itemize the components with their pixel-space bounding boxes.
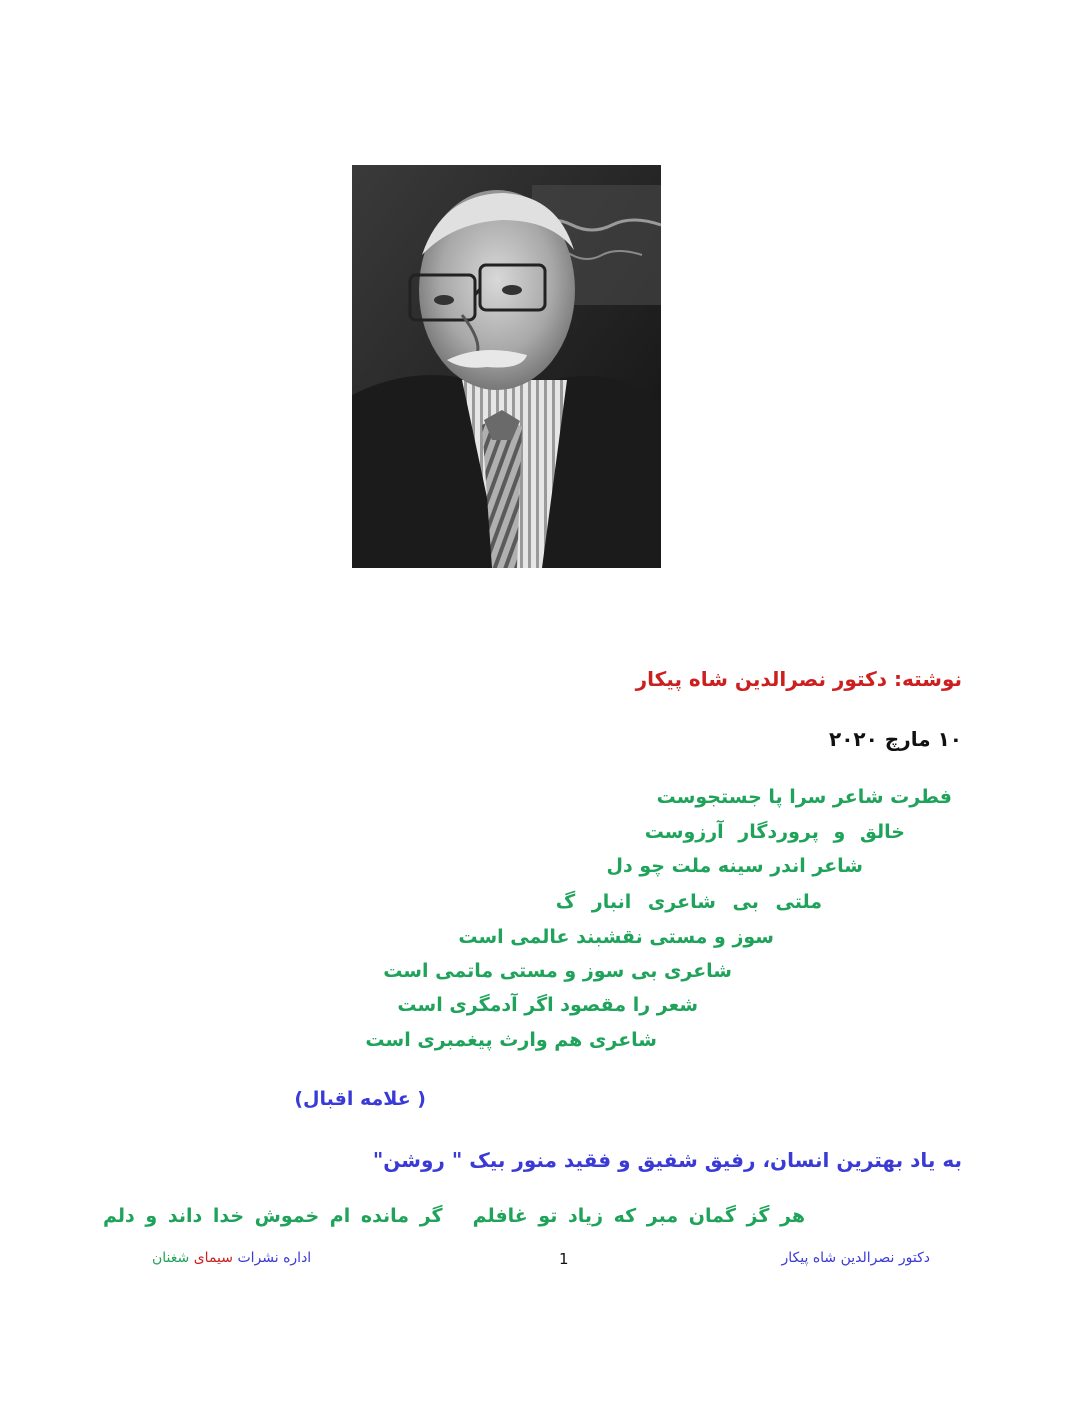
publisher-part-1: اداره نشرات — [237, 1250, 312, 1266]
dedication-line: به یاد بهترین انسان، رفیق شفیق و فقید منور بیک " روشن" — [372, 1148, 962, 1172]
publisher-part-2: سیمای — [193, 1250, 233, 1266]
author-portrait-photo — [352, 165, 661, 568]
poem-line-6: شاعری بی سوز و مستی ماتمی است — [383, 960, 732, 982]
poem-line-7: شعر را مقصود اگر آدمگری است — [397, 994, 698, 1016]
publisher-part-3: شغنان — [152, 1250, 190, 1266]
page-number: 1 — [559, 1250, 569, 1268]
poem-line-5: سوز و مستی نقشبند عالمی است — [458, 926, 774, 948]
poem-line-4: ملتی بی شاعری انبار گ — [555, 891, 822, 913]
poem-attribution: ( علامه اقبال) — [294, 1088, 426, 1110]
footer-author: دکتور نصرالدین شاه پیکار — [781, 1250, 930, 1266]
couplet — [103, 1207, 805, 1226]
couplet-first-hemistich: هر گز گمان مبر که زیاد تو غافلم — [472, 1205, 805, 1227]
footer-publisher — [152, 1250, 311, 1266]
author-line: نوشته: دکتور نصرالدین شاه پیکار — [635, 667, 962, 691]
date-line: ۱۰ مارچ ۲۰۲۰ — [829, 727, 962, 751]
poem-line-2: خالق و پروردگار آرزوست — [644, 821, 905, 843]
couplet-second-hemistich: گر مانده ام خموش خدا داند و دلم — [103, 1205, 443, 1227]
poem-line-8: شاعری هم وارث پیغمبری است — [365, 1029, 657, 1051]
poem-line-1: فطرت شاعر سرا پا جستجوست — [656, 786, 952, 808]
poem-line-3: شاعر اندر سینه ملت چو دل — [606, 855, 863, 877]
